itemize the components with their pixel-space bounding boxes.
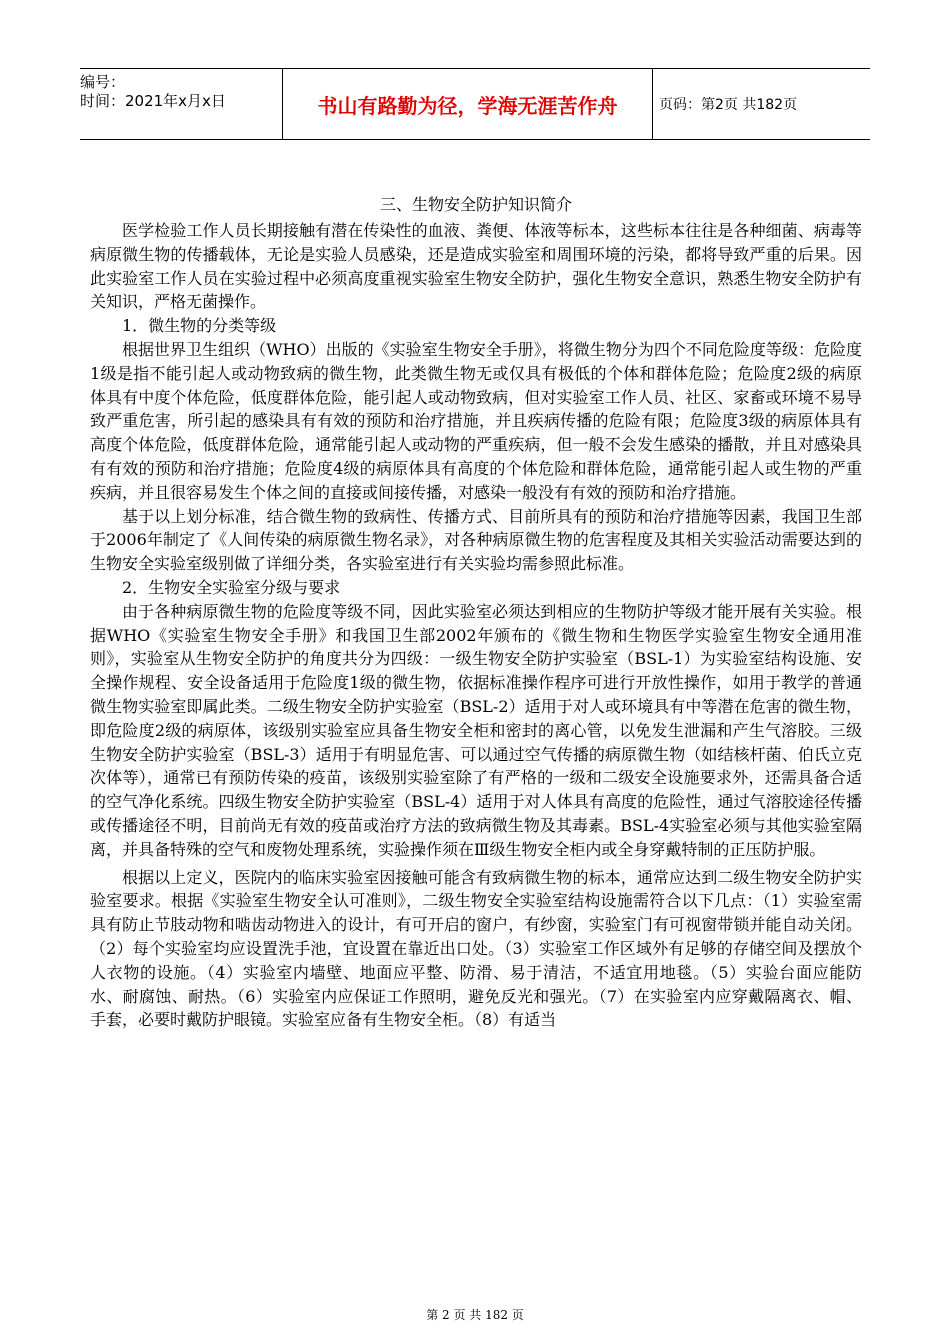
section-title: 三、生物安全防护知识简介 [379,195,572,214]
page-header [80,68,870,140]
subheading-classification: 1．微生物的分类等级 [122,316,277,336]
paragraph-bsl2-requirements: 根据以上定义，医院内的临床实验室因接触可能含有致病微生物的标本，通常应达到二级生物安全防护实验室要求。根据《实验室生物安全认可准则》，二级生物安全实验室结构设施需符合以下几点：（1）实验室需具有防止节肢动物和啮齿动物进入的设计，有可开启的窗户，有纱窗，实验室门有可视窗带锁并能自动关闭。（2）每个实验室均应设置洗手池，宜设置在靠近出口处。（3）实验室工作区域外有足够的存储空间及摆放个人衣物的设施。（4）实验室内墙壁、地面应平整、防滑、易于清洁，不适宜用地毯。（5）实验台面应能防水、耐腐蚀、耐热。（6）实验室内应保证工作照明，避免反光和强光。（7）在实验室内应穿戴隔离衣、帽、手套，必要时戴防护眼镜。实验室应备有生物安全柜。（8）有适当 [90,867,862,1030]
page-footer: 第 2 页 共 182 页 [426,1308,524,1322]
paragraph-bsl-levels: 由于各种病原微生物的危险度等级不同，因此实验室必须达到相应的生物防护等级才能开展有关实验。根据WHO《实验室生物安全手册》和我国卫生部2002年颁布的《微生物和生物医学实验室生物安全通用准则》，实验室从生物安全防护的角度共分为四级：一级生物安全防护实验室（BSL-1）为实验室结构设施、安全操作规程、安全设备适用于危险度1级的微生物，依据标准操作程序可进行开放性操作，如用于教学的普通微生物实验室即属此类。二级生物安全防护实验室（BSL-2）适用于对人或环境具有中等潜在危害的微生物，即危险度2级的病原体，该级别实验室应具备生物安全柜和密封的离心管，以免发生泄漏和产生气溶胶。三级生物安全防护实验室（BSL-3）适用于有明显危害、可以通过空气传播的病原微生物（如结核杆菌、伯氏立克次体等），通常已有预防传染的疫苗，该级别实验室除了有严格的一级和二级安全设施要求外，还需具备合适的空气净化系统。四级生物安全防护实验室（BSL-4）适用于对人体具有高度的危险性，通过气溶胶途径传播或传播途径不明，目前尚无有效的疫苗或治疗方法的致病微生物及其毒素。BSL-4实验室必须与其他实验室隔离，并具备特殊的空气和废物处理系统，实验操作须在Ⅲ级生物安全柜内或全身穿戴特制的正压防护服。 [90,601,862,859]
subheading-lab-levels: 2．生物安全实验室分级与要求 [122,577,341,597]
paragraph-risk-levels: 根据世界卫生组织（WHO）出版的《实验室生物安全手册》，将微生物分为四个不同危险度等级：危险度1级是指不能引起人或动物致病的微生物，此类微生物无或仅具有极低的个体和群体危险；危险度2级的病原体具有中度个体危险，低度群体危险，能引起人或动物致病，但对实验室工作人员、社区、家畜或环境不易导致严重危害，所引起的感染具有有效的预防和治疗措施，并且疾病传播的危险有限；危险度3级的病原体具有高度个体危险，低度群体危险，通常能引起人或动物的严重疾病，但一般不会发生感染的播散，并且对感染具有有效的预防和治疗措施；危险度4级的病原体具有高度的个体危险和群体危险，通常能引起人或生物的严重疾病，并且很容易发生个体之间的直接或间接传播，对感染一般没有有效的预防和治疗措施。 [90,339,862,502]
header-meta [80,69,283,139]
header-motto: 书山有路勤为径，学海无涯苦作舟 [283,69,653,139]
header-page-info: 页码：第2页 共182页 [659,97,798,113]
document-number-label: 编号： [80,73,126,91]
document-time-label: 时间：2021年x月x日 [80,92,226,110]
paragraph-catalog: 基于以上划分标准，结合微生物的致病性、传播方式、目前所具有的预防和治疗措施等因素，我国卫生部于2006年制定了《人间传染的病原微生物名录》，对各种病原微生物的危害程度及其相关实验活动需要达到的生物安全实验室级别做了详细分类，各实验室进行有关实验均需参照此标准。 [90,506,862,574]
document-body [90,194,862,1032]
paragraph-intro: 医学检验工作人员长期接触有潜在传染性的血液、粪便、体液等标本，这些标本往往是各种细菌、病毒等病原微生物的传播载体，无论是实验人员感染，还是造成实验室和周围环境的污染，都将导致严重的后果。因此实验室工作人员在实验过程中必须高度重视实验室生物安全防护，强化生物安全意识，熟悉生物安全防护有关知识，严格无菌操作。 [90,221,862,312]
